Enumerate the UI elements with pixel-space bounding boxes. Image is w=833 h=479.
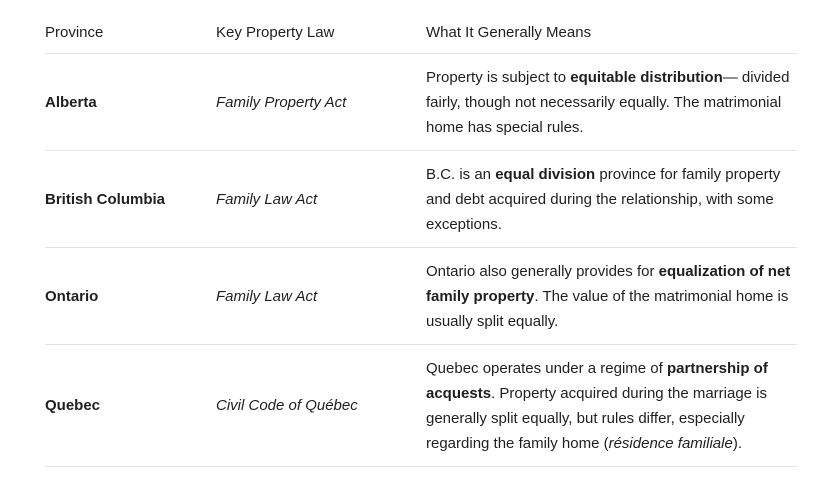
meaning-emphasis: partnership of acquests xyxy=(426,359,768,402)
property-law-table xyxy=(45,12,797,467)
table-header-row xyxy=(45,12,797,54)
table-row xyxy=(45,345,797,467)
meaning-text: ). xyxy=(732,434,742,452)
province-cell: Quebec xyxy=(45,397,101,414)
meaning-italic: résidence familiale xyxy=(608,434,733,452)
table-row xyxy=(45,54,797,151)
meaning-text: province for family property and debt acquired during the relationship, with some exceptions. xyxy=(426,165,781,233)
meaning-emphasis: equitable distribution xyxy=(570,68,723,86)
meaning-cell xyxy=(426,356,797,456)
header-province: Province xyxy=(45,24,104,41)
province-cell: Ontario xyxy=(45,287,99,305)
table-row xyxy=(45,151,797,248)
province-cell: British Columbia xyxy=(45,190,166,208)
meaning-cell xyxy=(426,65,797,140)
meaning-cell xyxy=(426,162,797,237)
law-cell: Family Law Act xyxy=(216,287,318,305)
meaning-text: . Property acquired during the marriage is generally split equally, but rules differ, especially regarding the family home ( xyxy=(426,384,768,452)
meaning-cell xyxy=(426,259,797,334)
meaning-emphasis: equalization of net family property xyxy=(426,262,791,305)
meaning-text: Property is subject to xyxy=(426,68,571,86)
meaning-emphasis: equal division xyxy=(495,165,596,183)
header-what-it-means: What It Generally Means xyxy=(426,24,592,41)
meaning-text: Ontario also generally provides for xyxy=(426,262,659,280)
meaning-text: B.C. is an xyxy=(426,165,496,183)
meaning-text: Quebec operates under a regime of xyxy=(426,359,667,377)
law-cell: Civil Code of Québec xyxy=(216,397,358,414)
law-cell: Family Law Act xyxy=(216,190,318,208)
meaning-text: . The value of the matrimonial home is usually split equally. xyxy=(426,287,789,330)
law-cell: Family Property Act xyxy=(216,93,347,111)
province-cell: Alberta xyxy=(45,93,97,111)
header-key-property-law: Key Property Law xyxy=(216,24,335,41)
meaning-text: — divided fairly, though not necessarily equally. The matrimonial home has special rules. xyxy=(426,68,790,136)
table-row xyxy=(45,248,797,345)
